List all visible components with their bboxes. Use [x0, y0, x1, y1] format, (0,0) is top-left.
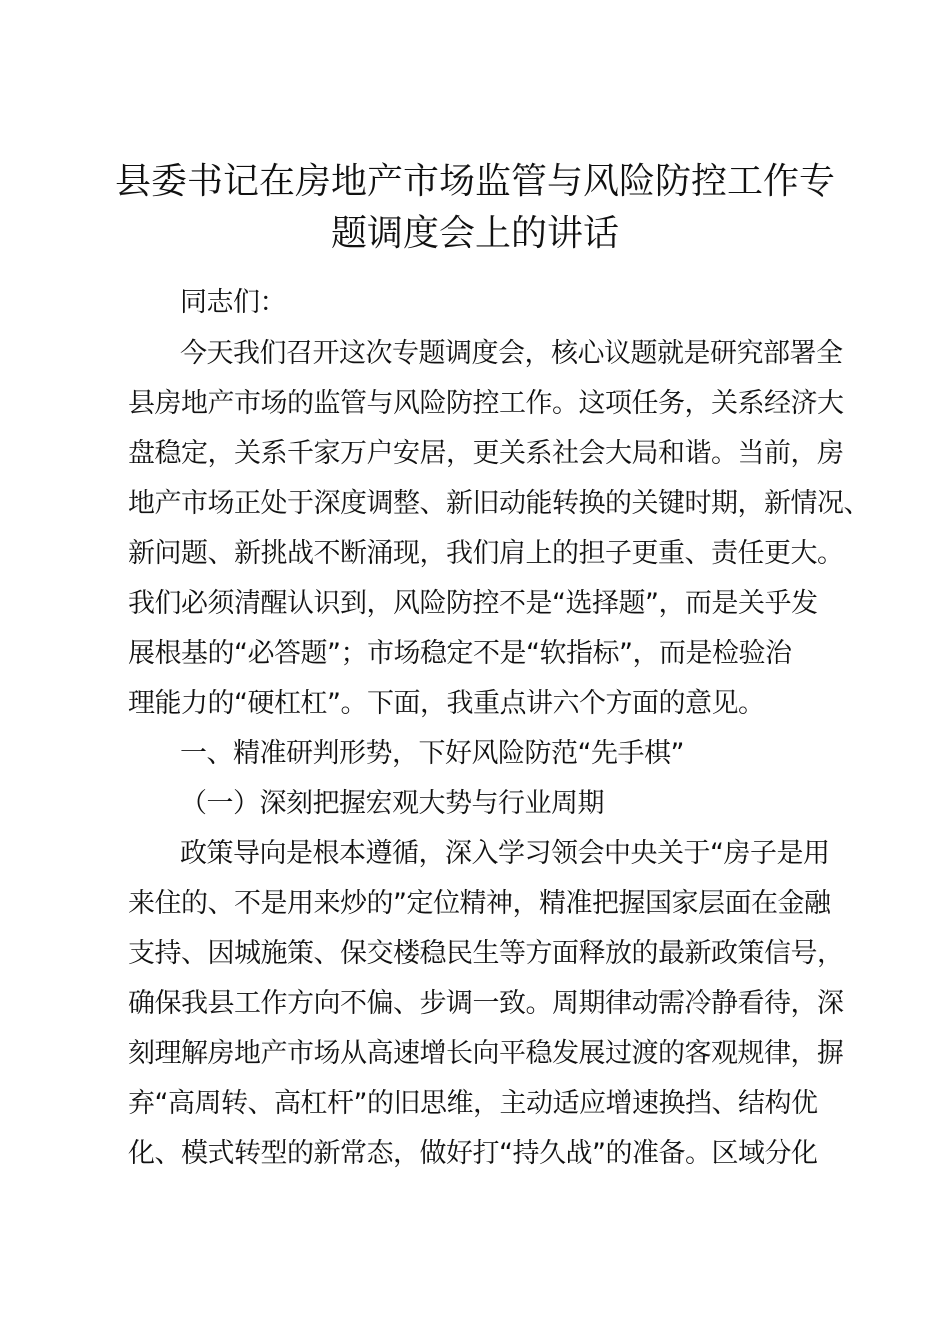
- paragraph-line: 化、模式转型的新常态，做好打“持久战”的准备。区域分化: [128, 1138, 818, 1169]
- title-line-2: 题调度会上的讲话: [330, 213, 619, 254]
- paragraph-line: 今天我们召开这次专题调度会，核心议题就是研究部署全: [180, 338, 843, 369]
- paragraph-line: 县房地产市场的监管与风险防控工作。这项任务，关系经济大: [128, 388, 844, 419]
- paragraph-line: 支持、因城施策、保交楼稳民生等方面释放的最新政策信号，: [128, 938, 844, 969]
- section-heading: 一、精准研判形势，下好风险防范“先手棋”: [180, 738, 684, 769]
- paragraph-line: 弃“高周转、高杠杆”的旧思维，主动适应增速换挡、结构优: [128, 1088, 818, 1119]
- document-title: [100, 156, 850, 260]
- paragraph-line: 刻理解房地产市场从高速增长向平稳发展过渡的客观规律，摒: [128, 1038, 844, 1069]
- paragraph-line: 展根基的“必答题”；市场稳定不是“软指标”，而是检验治: [128, 638, 792, 669]
- paragraph-line: 地产市场正处于深度调整、新旧动能转换的关键时期，新情况、: [128, 488, 870, 519]
- paragraph-line: 盘稳定，关系千家万户安居，更关系社会大局和谐。当前，房: [128, 438, 844, 469]
- paragraph-line: 新问题、新挑战不断涌现，我们肩上的担子更重、责任更大。: [128, 538, 844, 569]
- subsection-heading: （一）深刻把握宏观大势与行业周期: [180, 788, 604, 819]
- paragraph-line: 理能力的“硬杠杠”。下面，我重点讲六个方面的意见。: [128, 688, 765, 719]
- paragraph-line: 我们必须清醒认识到，风险防控不是“选择题”，而是关乎发: [128, 588, 818, 619]
- title-line-1: 县委书记在房地产市场监管与风险防控工作专: [114, 161, 835, 202]
- salutation: 同志们：: [180, 287, 286, 318]
- paragraph-line: 政策导向是根本遵循，深入学习领会中央关于“房子是用: [180, 838, 830, 869]
- paragraph-line: 来住的、不是用来炒的”定位精神，精准把握国家层面在金融: [128, 888, 831, 919]
- paragraph-line: 确保我县工作方向不偏、步调一致。周期律动需冷静看待，深: [128, 988, 844, 1019]
